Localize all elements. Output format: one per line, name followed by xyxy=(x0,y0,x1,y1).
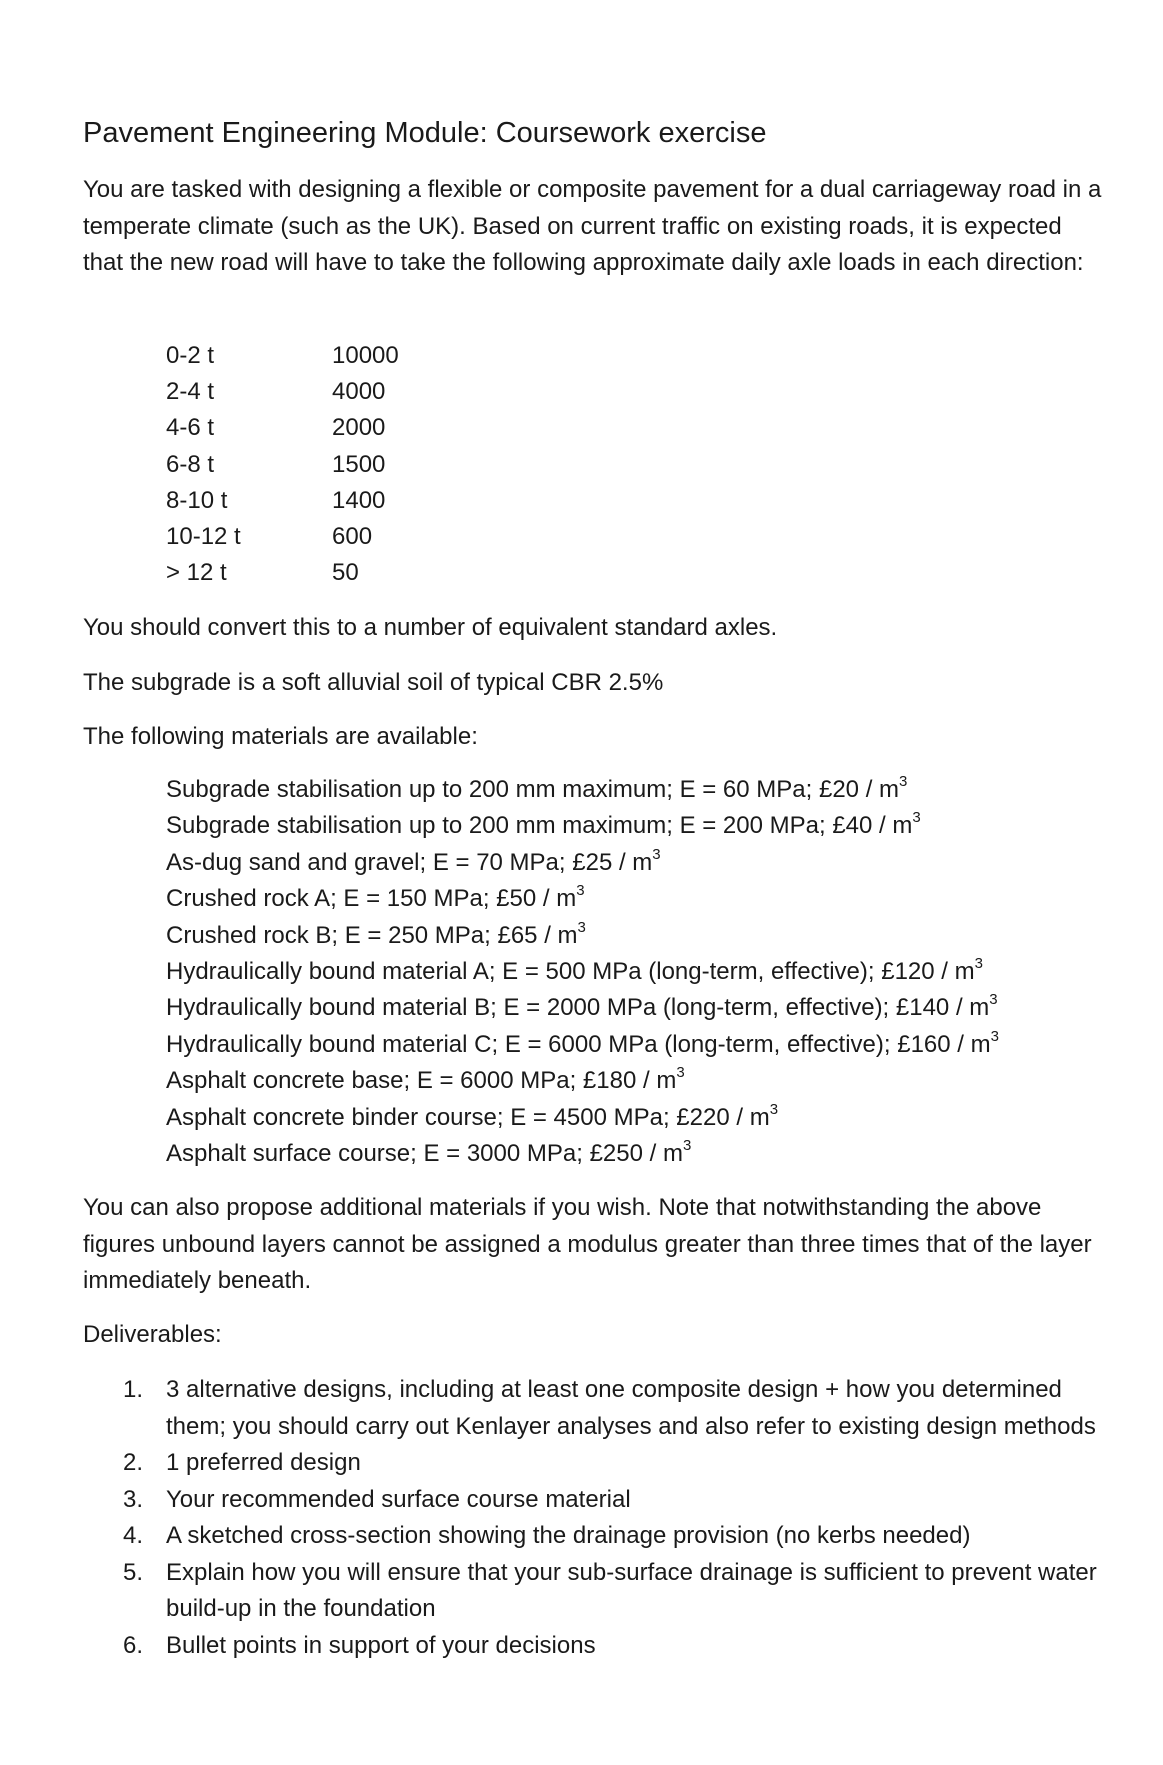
table-row xyxy=(166,410,399,446)
material-unit-exponent: 3 xyxy=(990,1027,999,1045)
deliverables-heading: Deliverables: xyxy=(83,1321,222,1348)
material-text: Subgrade stabilisation up to 200 mm maximum; E = 60 MPa; £20 / m xyxy=(166,776,900,803)
item-number: 3. xyxy=(123,1485,144,1513)
axle-load-range: 10-12 t xyxy=(166,523,241,551)
convert-note: You should convert this to a number of equivalent standard axles. xyxy=(83,614,778,641)
table-row xyxy=(166,374,399,410)
axle-load-range: 4-6 t xyxy=(166,414,215,442)
item-number: 1. xyxy=(123,1376,144,1403)
material-unit-exponent: 3 xyxy=(682,1136,692,1154)
item-text: Bullet points in support of your decisions xyxy=(166,1631,596,1659)
axle-load-range: 8-10 t xyxy=(166,486,228,514)
item-text: Explain how you will ensure that your sub-surface drainage is sufficient to prevent water build-up in the foundation xyxy=(166,1558,1097,1622)
item-text: 1 preferred design xyxy=(166,1449,361,1476)
axle-load-count: 10000 xyxy=(332,342,399,369)
axle-load-count: 1500 xyxy=(332,450,386,478)
list-item xyxy=(166,808,999,844)
list-item xyxy=(166,1027,999,1063)
axle-load-range: 6-8 t xyxy=(166,450,215,478)
table-row xyxy=(166,519,399,555)
item-number: 5. xyxy=(123,1558,144,1586)
materials-intro: The following materials are available: xyxy=(83,723,478,750)
page-title: Pavement Engineering Module: Coursework exercise xyxy=(83,117,767,149)
material-text: Hydraulically bound material B; E = 2000 MPa (long-term, effective); £140 / m xyxy=(166,994,990,1022)
list-item xyxy=(166,990,999,1026)
subgrade-note: The subgrade is a soft alluvial soil of typical CBR 2.5% xyxy=(83,669,664,696)
table-row xyxy=(166,338,399,374)
axle-load-count: 600 xyxy=(332,523,373,551)
list-item xyxy=(166,954,999,990)
material-unit-exponent: 3 xyxy=(899,773,908,790)
deliverables-list xyxy=(123,1372,1123,1664)
list-item xyxy=(123,1555,1123,1628)
axle-load-count: 50 xyxy=(332,559,359,587)
material-unit-exponent: 3 xyxy=(912,809,921,827)
axle-load-count: 1400 xyxy=(332,486,386,514)
axle-load-range: > 12 t xyxy=(166,559,227,587)
list-item xyxy=(166,845,999,881)
material-text: Asphalt concrete binder course; E = 4500 MPa; £220 / m xyxy=(166,1103,770,1131)
list-item xyxy=(123,1518,1123,1555)
table-row xyxy=(166,447,399,483)
item-text: A sketched cross-section showing the drainage provision (no kerbs needed) xyxy=(166,1522,971,1549)
list-item xyxy=(166,1100,999,1136)
axle-load-count: 2000 xyxy=(332,414,386,442)
axle-load-table xyxy=(166,338,399,591)
additional-materials-note: You can also propose additional materials if you wish. Note that notwithstanding the above figures unbound layers cannot be assigned a modulus greater than three times that of the layer immediately beneath. xyxy=(83,1194,1092,1294)
material-unit-exponent: 3 xyxy=(577,918,586,936)
axle-load-range: 0-2 t xyxy=(166,342,215,369)
list-item xyxy=(123,1445,1123,1482)
material-text: Subgrade stabilisation up to 200 mm maximum; E = 200 MPa; £40 / m xyxy=(166,812,913,840)
list-item xyxy=(166,1063,999,1099)
table-row xyxy=(166,483,399,519)
item-number: 6. xyxy=(123,1631,144,1659)
material-unit-exponent: 3 xyxy=(676,1064,685,1082)
material-text: Crushed rock A; E = 150 MPa; £50 / m xyxy=(166,885,577,913)
list-item xyxy=(123,1482,1123,1519)
material-text: Hydraulically bound material A; E = 500 MPa (long-term, effective); £120 / m xyxy=(166,957,975,985)
item-text: Your recommended surface course material xyxy=(166,1485,631,1513)
axle-load-range: 2-4 t xyxy=(166,378,215,406)
materials-list xyxy=(166,772,999,1172)
list-item xyxy=(166,918,999,954)
material-unit-exponent: 3 xyxy=(576,882,585,900)
material-text: As-dug sand and gravel; E = 70 MPa; £25 / m xyxy=(166,848,653,876)
axle-load-count: 4000 xyxy=(332,378,386,406)
material-unit-exponent: 3 xyxy=(974,954,983,972)
material-text: Asphalt surface course; E = 3000 MPa; £250 / m xyxy=(166,1139,683,1167)
material-text: Hydraulically bound material C; E = 6000 MPa (long-term, effective); £160 / m xyxy=(166,1030,991,1058)
table-row xyxy=(166,555,399,591)
item-number: 2. xyxy=(123,1449,144,1476)
item-text: 3 alternative designs, including at least one composite design + how you determined them; you should carry out Kenlayer analyses and also refer to existing design methods xyxy=(166,1376,1096,1440)
list-item xyxy=(123,1372,1123,1445)
list-item xyxy=(166,1136,999,1172)
intro-paragraph: You are tasked with designing a flexible or composite pavement for a dual carriageway road in a temperate climate (such as the UK). Based on current traffic on existing roads, it is expected that the new road will have to take the following approximate daily axle loads in each direction: xyxy=(83,176,1102,276)
material-unit-exponent: 3 xyxy=(769,1100,779,1118)
list-item xyxy=(166,881,999,917)
material-unit-exponent: 3 xyxy=(989,991,998,1009)
material-unit-exponent: 3 xyxy=(652,845,661,863)
list-item xyxy=(123,1628,1123,1665)
material-text: Asphalt concrete base; E = 6000 MPa; £180 / m xyxy=(166,1067,677,1095)
item-number: 4. xyxy=(123,1522,144,1549)
list-item xyxy=(166,772,999,808)
material-text: Crushed rock B; E = 250 MPa; £65 / m xyxy=(166,921,578,949)
